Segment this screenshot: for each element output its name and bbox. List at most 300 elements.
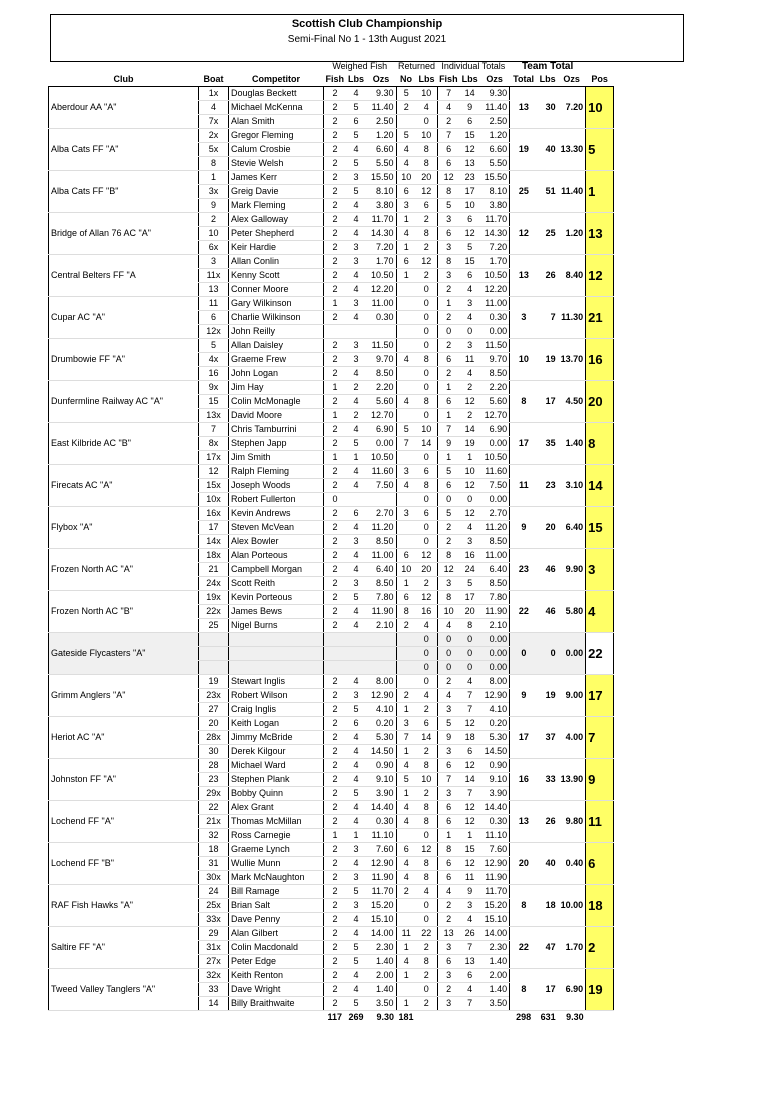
cell-lbs: 4	[346, 199, 366, 213]
cell-ind-ozs: 0.30	[480, 815, 510, 829]
cell-fish: 1	[324, 829, 347, 843]
cell-boat	[199, 647, 229, 661]
individual-header: Individual Totals	[441, 61, 506, 71]
cell-ind-ozs: 7.50	[480, 479, 510, 493]
cell-ozs: 2.00	[366, 969, 396, 983]
cell-ret-lbs: 0	[416, 913, 437, 927]
cell-ind-ozs: 3.90	[480, 787, 510, 801]
cell-ind-lbs: 12	[460, 395, 480, 409]
cell-competitor: Keith Renton	[229, 969, 324, 983]
table-row	[49, 87, 614, 101]
cell-no: 10	[396, 563, 416, 577]
cell-ind-fish: 0	[437, 647, 460, 661]
cell-competitor: Joseph Woods	[229, 479, 324, 493]
cell-ret-lbs: 0	[416, 311, 437, 325]
cell-boat: 14x	[199, 535, 229, 549]
cell-no: 4	[396, 801, 416, 815]
cell-ind-ozs: 14.50	[480, 745, 510, 759]
cell-no	[396, 913, 416, 927]
cell-ind-fish: 4	[437, 689, 460, 703]
cell-competitor: Charlie Wilkinson	[229, 311, 324, 325]
cell-ind-lbs: 0	[460, 647, 480, 661]
team-lbs: 46	[538, 549, 558, 591]
cell-fish: 2	[324, 983, 347, 997]
cell-no: 6	[396, 255, 416, 269]
team-ozs: 9.90	[558, 549, 586, 591]
cell-ind-fish: 3	[437, 269, 460, 283]
team-total: 11	[510, 465, 538, 507]
cell-ind-fish: 3	[437, 787, 460, 801]
cell-ind-ozs: 2.50	[480, 115, 510, 129]
cell-ind-lbs: 18	[460, 731, 480, 745]
team-block	[49, 213, 614, 255]
cell-ind-lbs: 4	[460, 367, 480, 381]
cell-ind-lbs: 0	[460, 325, 480, 339]
cell-boat: 9x	[199, 381, 229, 395]
cell-lbs: 6	[346, 507, 366, 521]
table-row	[49, 717, 614, 731]
position-badge: 17	[586, 675, 614, 717]
cell-ozs: 11.40	[366, 101, 396, 115]
cell-ind-ozs: 5.60	[480, 395, 510, 409]
col-fish: Fish	[325, 74, 345, 84]
table-row	[49, 381, 614, 395]
col-ozs: Ozs	[372, 74, 390, 84]
cell-ret-lbs: 16	[416, 605, 437, 619]
team-lbs: 20	[538, 507, 558, 549]
cell-ozs: 1.40	[366, 983, 396, 997]
cell-ozs: 2.50	[366, 115, 396, 129]
table-row	[49, 801, 614, 815]
cell-no	[396, 829, 416, 843]
cell-ind-fish: 6	[437, 955, 460, 969]
cell-ind-lbs: 3	[460, 339, 480, 353]
team-lbs: 35	[538, 423, 558, 465]
cell-ozs: 8.50	[366, 577, 396, 591]
club-name: Tweed Valley Tanglers "A"	[49, 969, 199, 1011]
cell-lbs	[346, 661, 366, 675]
cell-competitor: Craig Inglis	[229, 703, 324, 717]
cell-ind-lbs: 16	[460, 549, 480, 563]
team-total: 8	[510, 885, 538, 927]
position-badge: 13	[586, 213, 614, 255]
team-lbs: 37	[538, 717, 558, 759]
club-name: Aberdour AA "A"	[49, 87, 199, 129]
cell-boat: 18x	[199, 549, 229, 563]
cell-no: 11	[396, 927, 416, 941]
cell-no: 4	[396, 479, 416, 493]
cell-lbs: 5	[346, 129, 366, 143]
position-badge: 15	[586, 507, 614, 549]
cell-ozs: 6.90	[366, 423, 396, 437]
cell-ozs: 8.50	[366, 367, 396, 381]
cell-competitor: Robert Wilson	[229, 689, 324, 703]
col-ind-ozs: Ozs	[486, 74, 503, 84]
cell-ind-lbs: 15	[460, 255, 480, 269]
cell-ozs: 11.60	[366, 465, 396, 479]
cell-fish: 2	[324, 227, 347, 241]
cell-competitor	[229, 633, 324, 647]
cell-ret-lbs: 0	[416, 367, 437, 381]
cell-no	[396, 661, 416, 675]
cell-fish: 2	[324, 311, 347, 325]
cell-ind-lbs: 3	[460, 297, 480, 311]
cell-ozs	[366, 493, 396, 507]
cell-ozs: 10.50	[366, 269, 396, 283]
cell-ind-ozs: 11.10	[480, 829, 510, 843]
cell-ret-lbs: 0	[416, 339, 437, 353]
cell-no	[396, 521, 416, 535]
cell-ind-ozs: 11.00	[480, 549, 510, 563]
cell-ret-lbs: 0	[416, 661, 437, 675]
cell-competitor: Alan Gilbert	[229, 927, 324, 941]
cell-fish: 2	[324, 591, 347, 605]
cell-ret-lbs: 12	[416, 185, 437, 199]
cell-ind-fish: 3	[437, 577, 460, 591]
position-badge: 16	[586, 339, 614, 381]
cell-ozs: 2.20	[366, 381, 396, 395]
cell-competitor: James Bews	[229, 605, 324, 619]
cell-no: 2	[396, 619, 416, 633]
cell-competitor: Nigel Burns	[229, 619, 324, 633]
cell-ind-lbs: 4	[460, 521, 480, 535]
cell-ind-lbs: 7	[460, 997, 480, 1011]
cell-ret-lbs: 4	[416, 619, 437, 633]
cell-no	[396, 451, 416, 465]
cell-fish: 2	[324, 843, 347, 857]
cell-boat: 19x	[199, 591, 229, 605]
cell-fish: 2	[324, 871, 347, 885]
cell-boat: 29	[199, 927, 229, 941]
team-lbs: 19	[538, 675, 558, 717]
club-name: Lochend FF "B"	[49, 843, 199, 885]
cell-boat: 22	[199, 801, 229, 815]
cell-ind-ozs: 11.20	[480, 521, 510, 535]
cell-competitor: Greig Davie	[229, 185, 324, 199]
cell-ozs: 14.00	[366, 927, 396, 941]
cell-no: 8	[396, 605, 416, 619]
club-name: Central Belters FF "A	[49, 255, 199, 297]
cell-boat: 5x	[199, 143, 229, 157]
cell-competitor: Keith Logan	[229, 717, 324, 731]
cell-boat	[199, 661, 229, 675]
cell-lbs: 3	[346, 535, 366, 549]
team-ozs: 13.90	[558, 759, 586, 801]
cell-fish: 2	[324, 157, 347, 171]
cell-ind-fish: 2	[437, 283, 460, 297]
club-name: Frozen North AC "A"	[49, 549, 199, 591]
team-block	[49, 675, 614, 717]
cell-boat: 17	[199, 521, 229, 535]
cell-no: 3	[396, 465, 416, 479]
cell-no: 3	[396, 717, 416, 731]
cell-ret-lbs: 10	[416, 87, 437, 101]
cell-lbs: 6	[346, 717, 366, 731]
cell-ind-fish: 7	[437, 773, 460, 787]
cell-ind-lbs: 4	[460, 283, 480, 297]
cell-boat: 27x	[199, 955, 229, 969]
cell-no: 4	[396, 871, 416, 885]
cell-boat	[199, 633, 229, 647]
cell-lbs: 4	[346, 549, 366, 563]
club-name: Firecats AC "A"	[49, 465, 199, 507]
cell-competitor: Keir Hardie	[229, 241, 324, 255]
cell-fish: 2	[324, 339, 347, 353]
cell-ind-fish: 1	[437, 451, 460, 465]
cell-ind-fish: 4	[437, 619, 460, 633]
cell-lbs: 3	[346, 871, 366, 885]
cell-ret-lbs: 2	[416, 941, 437, 955]
cell-ret-lbs: 0	[416, 381, 437, 395]
team-block	[49, 129, 614, 171]
cell-ozs: 10.50	[366, 451, 396, 465]
cell-boat: 13	[199, 283, 229, 297]
cell-ret-lbs: 6	[416, 717, 437, 731]
cell-ind-ozs: 4.10	[480, 703, 510, 717]
col-total: Total	[513, 74, 535, 84]
cell-ind-lbs: 12	[460, 227, 480, 241]
grand-team-ozs: 9.30	[558, 1011, 586, 1025]
cell-no	[396, 297, 416, 311]
cell-ozs: 8.10	[366, 185, 396, 199]
cell-fish: 2	[324, 927, 347, 941]
cell-ind-fish: 3	[437, 213, 460, 227]
club-name: Alba Cats FF "A"	[49, 129, 199, 171]
cell-competitor: Allan Daisley	[229, 339, 324, 353]
position-badge: 4	[586, 591, 614, 633]
cell-ozs: 1.20	[366, 129, 396, 143]
cell-competitor: Stewart Inglis	[229, 675, 324, 689]
grand-no: 181	[396, 1011, 416, 1025]
cell-ind-fish: 6	[437, 353, 460, 367]
cell-competitor: Jim Smith	[229, 451, 324, 465]
cell-competitor: Michael McKenna	[229, 101, 324, 115]
cell-boat: 32x	[199, 969, 229, 983]
cell-ozs: 7.80	[366, 591, 396, 605]
cell-boat: 14	[199, 997, 229, 1011]
cell-no	[396, 899, 416, 913]
grand-total: 298	[510, 1011, 538, 1025]
cell-ind-ozs: 10.50	[480, 269, 510, 283]
cell-fish: 2	[324, 563, 347, 577]
cell-competitor: Colin Macdonald	[229, 941, 324, 955]
cell-lbs: 4	[346, 283, 366, 297]
cell-ind-ozs: 14.40	[480, 801, 510, 815]
table-row	[49, 885, 614, 899]
cell-ozs: 15.50	[366, 171, 396, 185]
cell-fish: 2	[324, 185, 347, 199]
cell-no: 5	[396, 423, 416, 437]
cell-ind-fish: 6	[437, 801, 460, 815]
cell-ozs: 9.10	[366, 773, 396, 787]
team-total: 16	[510, 759, 538, 801]
cell-no: 3	[396, 507, 416, 521]
cell-ind-lbs: 2	[460, 381, 480, 395]
position-badge: 5	[586, 129, 614, 171]
cell-boat: 27	[199, 703, 229, 717]
cell-lbs: 4	[346, 927, 366, 941]
cell-ind-fish: 7	[437, 87, 460, 101]
cell-no: 1	[396, 213, 416, 227]
cell-competitor	[229, 661, 324, 675]
cell-ind-ozs: 0.00	[480, 661, 510, 675]
cell-ind-fish: 1	[437, 297, 460, 311]
cell-ozs: 0.30	[366, 311, 396, 325]
cell-lbs: 2	[346, 381, 366, 395]
cell-ind-lbs: 13	[460, 157, 480, 171]
position-badge: 7	[586, 717, 614, 759]
team-lbs: 23	[538, 465, 558, 507]
team-ozs: 9.00	[558, 675, 586, 717]
cell-ret-lbs: 2	[416, 745, 437, 759]
cell-ind-fish: 6	[437, 395, 460, 409]
cell-lbs: 5	[346, 955, 366, 969]
team-lbs: 26	[538, 801, 558, 843]
cell-competitor: Alex Bowler	[229, 535, 324, 549]
cell-competitor: Dave Penny	[229, 913, 324, 927]
cell-ind-fish: 3	[437, 941, 460, 955]
cell-ind-fish: 4	[437, 885, 460, 899]
cell-fish: 2	[324, 773, 347, 787]
cell-ind-lbs: 15	[460, 129, 480, 143]
cell-no	[396, 535, 416, 549]
cell-lbs	[346, 647, 366, 661]
team-lbs: 46	[538, 591, 558, 633]
team-ozs: 9.80	[558, 801, 586, 843]
cell-ind-ozs: 7.20	[480, 241, 510, 255]
team-ozs: 5.80	[558, 591, 586, 633]
table-row	[49, 171, 614, 185]
cell-ind-lbs: 0	[460, 633, 480, 647]
team-ozs: 11.40	[558, 171, 586, 213]
team-ozs: 13.30	[558, 129, 586, 171]
cell-lbs: 4	[346, 423, 366, 437]
cell-no: 4	[396, 857, 416, 871]
cell-ind-lbs: 11	[460, 353, 480, 367]
cell-ind-ozs: 2.20	[480, 381, 510, 395]
cell-lbs: 3	[346, 353, 366, 367]
cell-boat: 11x	[199, 269, 229, 283]
cell-lbs: 5	[346, 703, 366, 717]
cell-lbs: 4	[346, 521, 366, 535]
cell-competitor: Dave Wright	[229, 983, 324, 997]
cell-ind-lbs: 1	[460, 829, 480, 843]
cell-lbs: 4	[346, 563, 366, 577]
cell-fish: 0	[324, 493, 347, 507]
cell-lbs: 4	[346, 311, 366, 325]
cell-no: 4	[396, 955, 416, 969]
cell-no: 4	[396, 157, 416, 171]
cell-ind-ozs: 14.00	[480, 927, 510, 941]
cell-ind-fish: 2	[437, 913, 460, 927]
cell-ind-lbs: 7	[460, 689, 480, 703]
team-ozs: 11.30	[558, 297, 586, 339]
cell-lbs: 4	[346, 983, 366, 997]
cell-ozs: 6.60	[366, 143, 396, 157]
team-total: 19	[510, 129, 538, 171]
cell-no	[396, 325, 416, 339]
cell-ind-lbs: 3	[460, 899, 480, 913]
team-block	[49, 969, 614, 1011]
cell-no: 1	[396, 577, 416, 591]
cell-competitor: Ross Carnegie	[229, 829, 324, 843]
cell-ret-lbs: 2	[416, 703, 437, 717]
cell-boat: 31	[199, 857, 229, 871]
cell-ret-lbs: 8	[416, 857, 437, 871]
cell-fish: 2	[324, 423, 347, 437]
cell-ind-fish: 5	[437, 465, 460, 479]
cell-ind-lbs: 20	[460, 605, 480, 619]
team-lbs: 25	[538, 213, 558, 255]
cell-ind-fish: 8	[437, 255, 460, 269]
cell-lbs: 4	[346, 619, 366, 633]
cell-ind-lbs: 12	[460, 759, 480, 773]
cell-ind-fish: 4	[437, 101, 460, 115]
cell-no	[396, 633, 416, 647]
cell-ind-fish: 7	[437, 129, 460, 143]
cell-lbs: 4	[346, 143, 366, 157]
cell-no: 1	[396, 787, 416, 801]
cell-fish: 2	[324, 367, 347, 381]
cell-ind-fish: 3	[437, 969, 460, 983]
cell-ret-lbs: 20	[416, 171, 437, 185]
cell-ret-lbs: 22	[416, 927, 437, 941]
cell-boat: 16	[199, 367, 229, 381]
cell-boat: 5	[199, 339, 229, 353]
cell-ozs: 14.50	[366, 745, 396, 759]
cell-ozs: 12.90	[366, 689, 396, 703]
table-row	[49, 591, 614, 605]
cell-boat: 25x	[199, 899, 229, 913]
cell-ret-lbs: 8	[416, 955, 437, 969]
cell-ret-lbs: 8	[416, 801, 437, 815]
cell-ind-fish: 5	[437, 717, 460, 731]
cell-ret-lbs: 2	[416, 997, 437, 1011]
cell-fish: 2	[324, 353, 347, 367]
col-ind-lbs: Lbs	[461, 74, 478, 84]
table-row	[49, 843, 614, 857]
cell-ozs: 11.90	[366, 605, 396, 619]
cell-ret-lbs: 2	[416, 577, 437, 591]
cell-boat: 20	[199, 717, 229, 731]
cell-boat: 30	[199, 745, 229, 759]
cell-competitor: Colin McMonagle	[229, 395, 324, 409]
cell-ind-fish: 3	[437, 997, 460, 1011]
cell-ind-fish: 2	[437, 535, 460, 549]
cell-fish	[324, 325, 347, 339]
cell-ind-fish: 8	[437, 843, 460, 857]
club-name: Flybox "A"	[49, 507, 199, 549]
cell-lbs: 4	[346, 395, 366, 409]
cell-fish: 2	[324, 801, 347, 815]
team-block	[49, 591, 614, 633]
team-total: 17	[510, 423, 538, 465]
cell-boat: 8	[199, 157, 229, 171]
cell-ind-fish: 9	[437, 731, 460, 745]
cell-boat: 19	[199, 675, 229, 689]
team-ozs: 0.00	[558, 633, 586, 675]
cell-ind-ozs: 2.30	[480, 941, 510, 955]
cell-ret-lbs: 2	[416, 969, 437, 983]
cell-ozs: 15.20	[366, 899, 396, 913]
cell-ind-lbs: 12	[460, 507, 480, 521]
cell-boat: 7x	[199, 115, 229, 129]
cell-ind-fish: 6	[437, 143, 460, 157]
cell-ind-lbs: 7	[460, 941, 480, 955]
cell-ind-fish: 2	[437, 675, 460, 689]
cell-no: 1	[396, 241, 416, 255]
cell-lbs: 4	[346, 213, 366, 227]
